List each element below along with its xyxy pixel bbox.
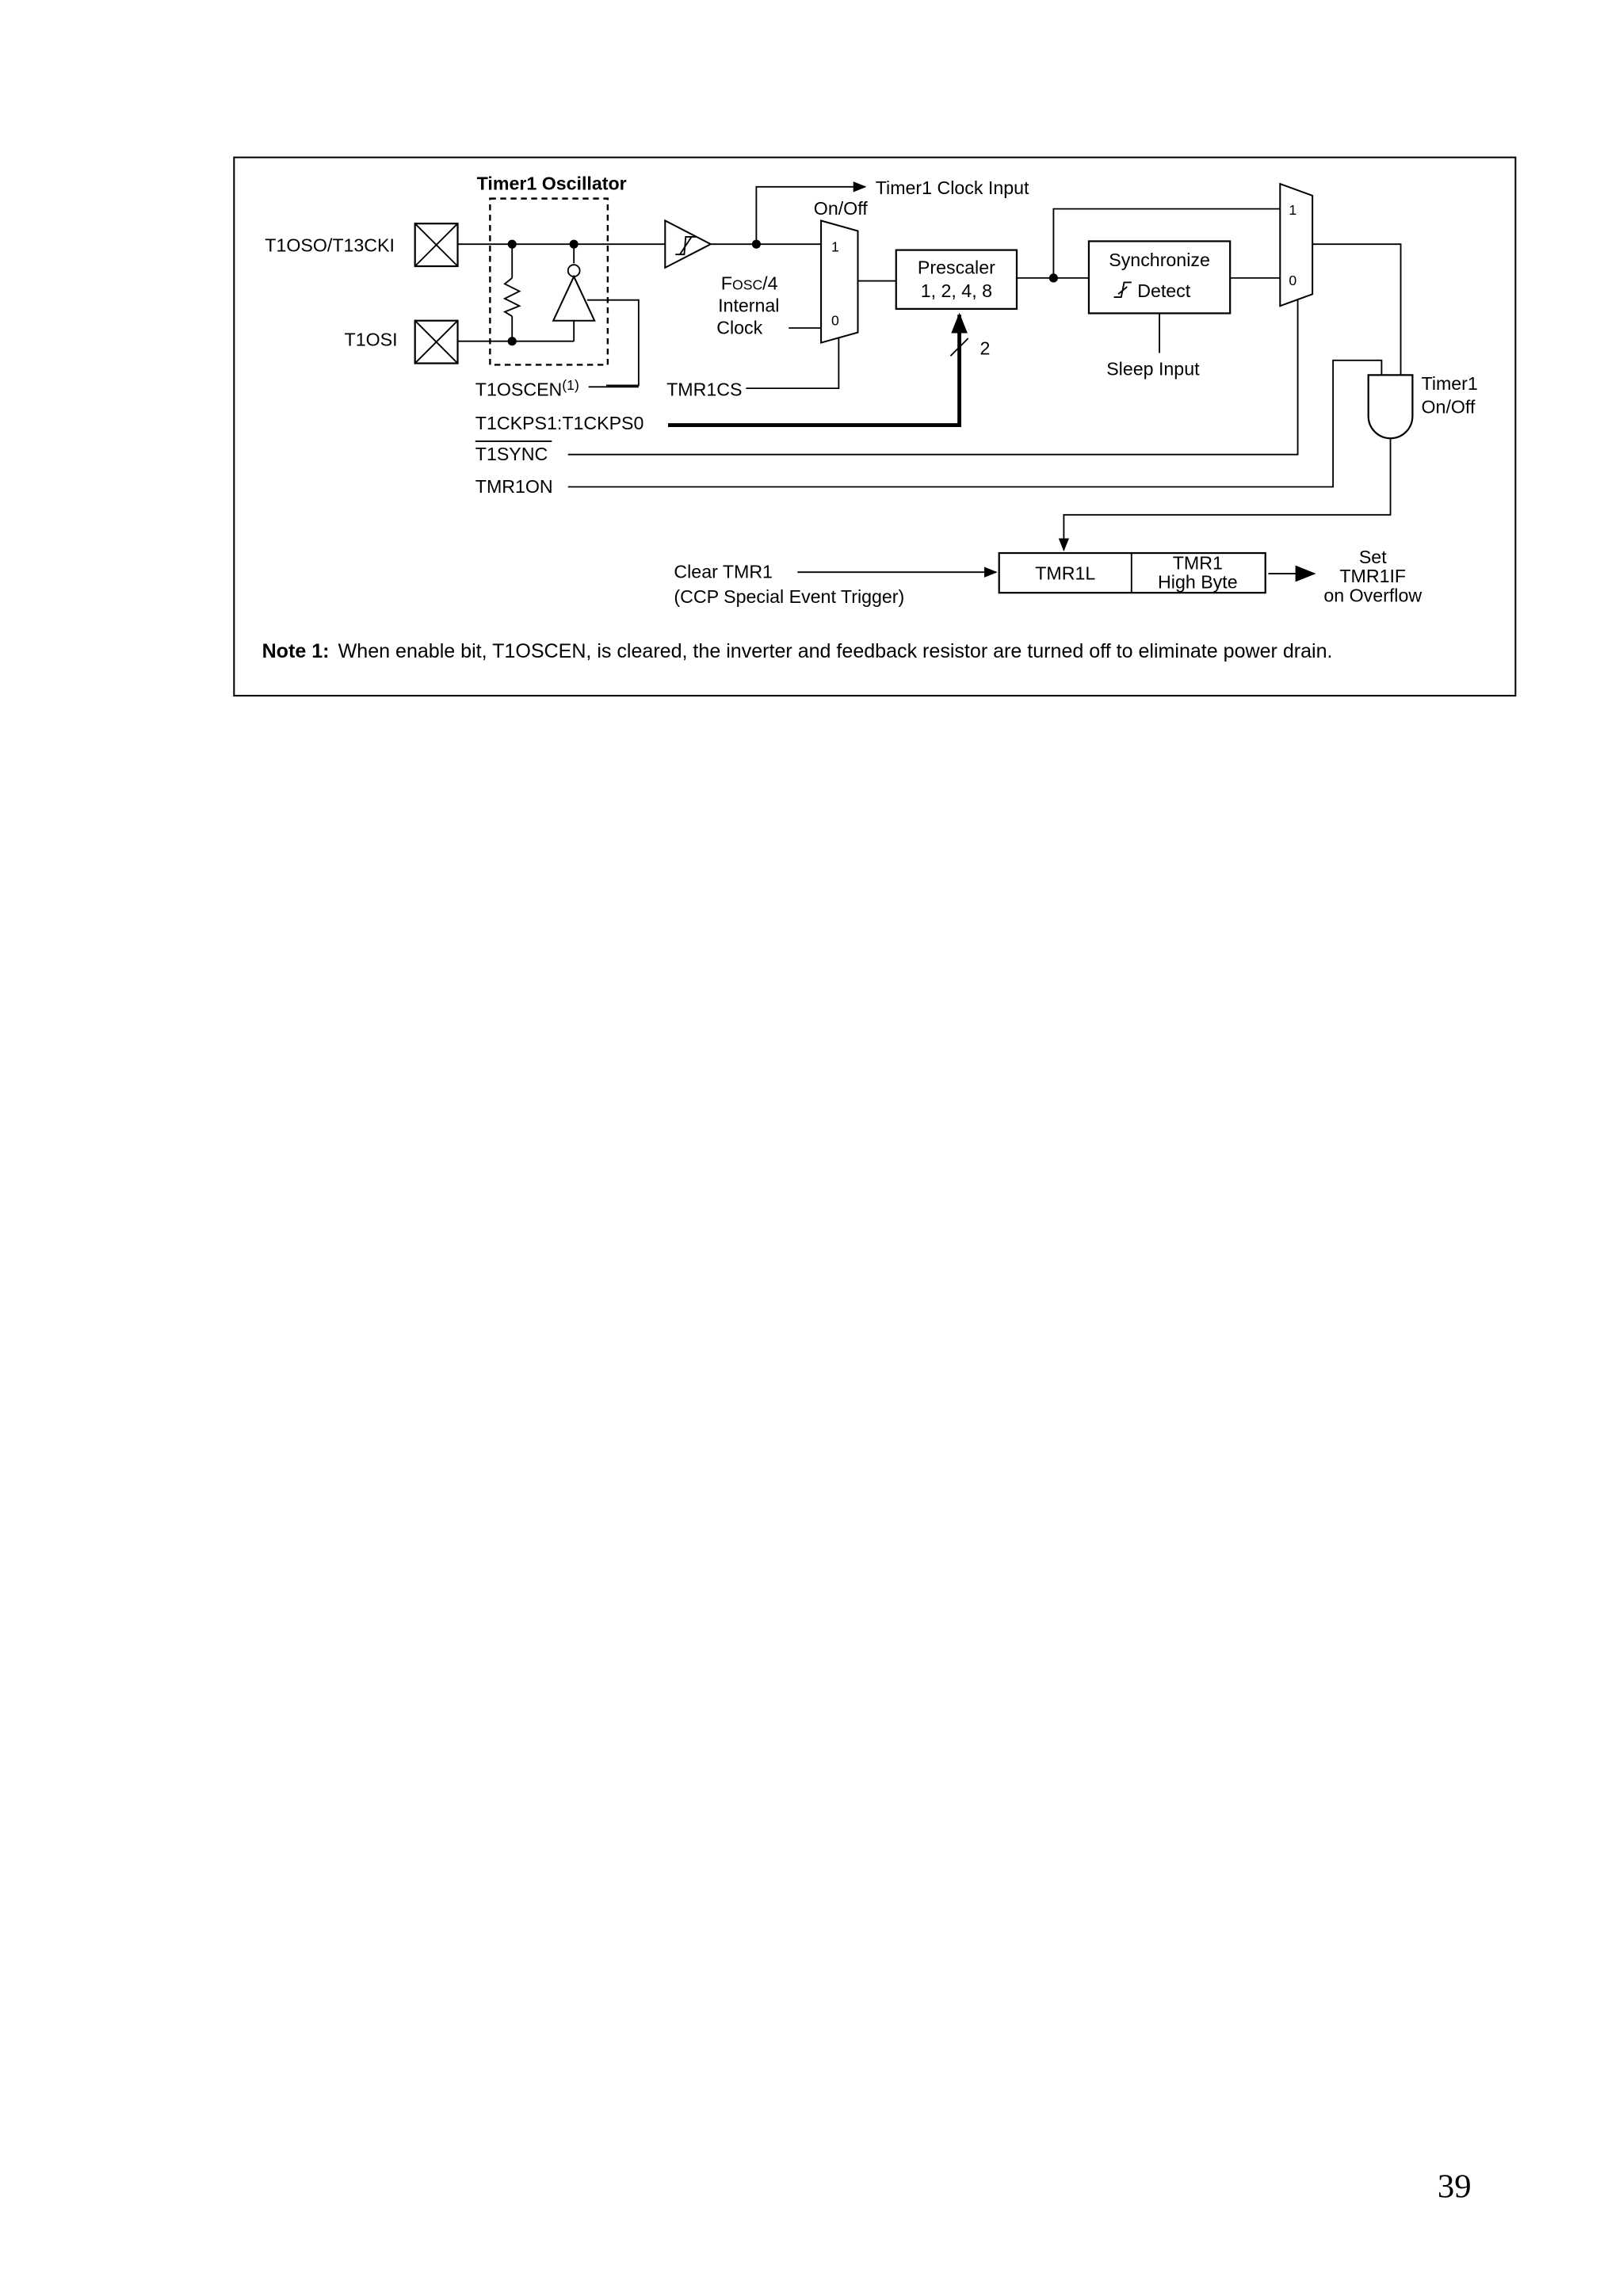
svg-text:TMR1L: TMR1L xyxy=(1035,563,1096,584)
timer1-onoff-label-1: Timer1 xyxy=(1421,372,1478,394)
svg-text:High Byte: High Byte xyxy=(1158,571,1238,593)
svg-text:Synchronize: Synchronize xyxy=(1109,250,1210,271)
pin-t1osi-label: T1OSI xyxy=(344,329,398,350)
timer1-clock-input-label: Timer1 Clock Input xyxy=(875,177,1029,199)
set-tmr1if-label-1: Set xyxy=(1358,547,1387,568)
pin-t1oso-icon xyxy=(415,223,458,266)
svg-text:Detect: Detect xyxy=(1137,280,1191,302)
tmr1cs-label: TMR1CS xyxy=(666,379,743,400)
prescaler-block xyxy=(896,250,1017,309)
ccp-trigger-label: (CCP Special Event Trigger) xyxy=(674,586,905,608)
tmr1-register-block xyxy=(999,552,1266,593)
on-off-label: On/Off xyxy=(813,198,868,219)
clock-label: Clock xyxy=(716,317,763,338)
svg-text:1: 1 xyxy=(1289,202,1297,219)
svg-text:0: 0 xyxy=(831,312,839,329)
t1ckps-label: T1CKPS1:T1CKPS0 xyxy=(475,413,644,434)
internal-label: Internal xyxy=(718,295,780,316)
svg-text:Prescaler: Prescaler xyxy=(917,257,995,278)
figure-note: Note 1: When enable bit, T1OSCEN, is cleared, the inverter and feedback resistor are turned off to eliminate power drain. xyxy=(262,639,1333,662)
fosc-label: FOSC/4 xyxy=(720,273,778,294)
bus-width-label: 2 xyxy=(980,338,991,359)
synchronize-detect-block xyxy=(1089,241,1230,313)
t1oscen-label: T1OSCEN$^{(1)}$ xyxy=(475,376,579,400)
pin-t1oso-label: T1OSO/T13CKI xyxy=(265,235,395,256)
set-tmr1if-label-2: TMR1IF xyxy=(1339,566,1407,587)
svg-text:1, 2, 4, 8: 1, 2, 4, 8 xyxy=(920,280,992,302)
sync-select-mux xyxy=(1280,184,1312,306)
feedback-resistor-icon xyxy=(505,244,520,341)
svg-text:1: 1 xyxy=(831,238,839,255)
set-tmr1if-label-3: on Overflow xyxy=(1323,585,1423,606)
svg-text:0: 0 xyxy=(1289,273,1297,289)
oscillator-title: Timer1 Oscillator xyxy=(476,173,627,194)
t1sync-label: T1SYNC xyxy=(475,444,548,465)
tmr1on-label: TMR1ON xyxy=(475,475,553,497)
schmitt-trigger-icon xyxy=(665,220,711,267)
svg-text:TMR1: TMR1 xyxy=(1172,552,1223,574)
and-gate-icon xyxy=(1369,375,1413,438)
page-number: 39 xyxy=(1437,2168,1472,2206)
sleep-input-label: Sleep Input xyxy=(1106,358,1200,379)
pin-t1osi-icon xyxy=(415,321,458,364)
clock-source-mux xyxy=(821,220,857,342)
timer1-onoff-label-2: On/Off xyxy=(1421,396,1476,418)
inverter-icon xyxy=(553,244,594,341)
clear-tmr1-label: Clear TMR1 xyxy=(674,561,773,582)
